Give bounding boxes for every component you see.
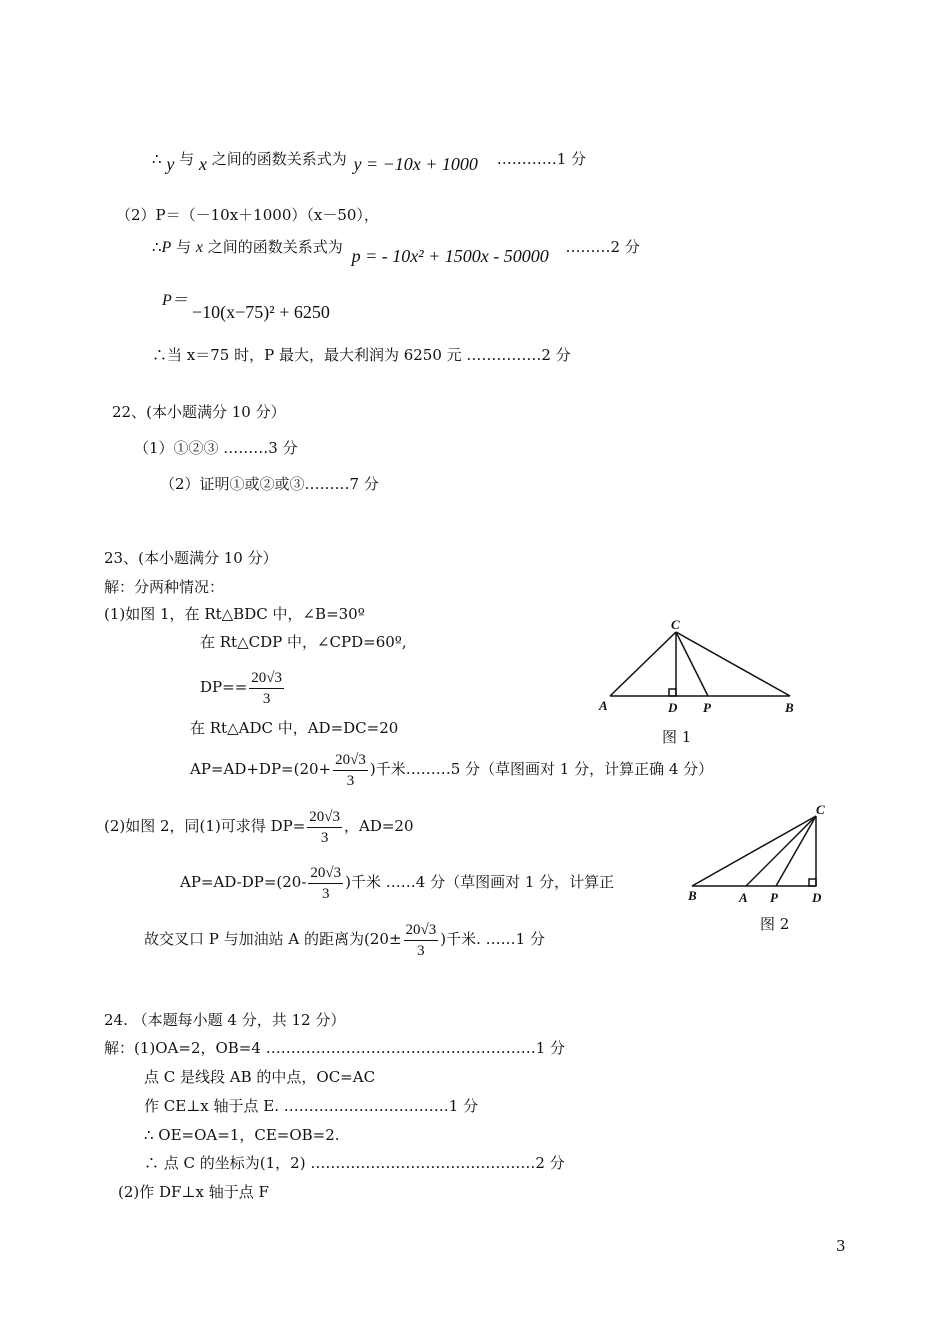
q22-line-2: （2）证明①或②或③………7 分: [160, 475, 379, 493]
q21-line-2: （2）P＝（－10x＋1000）（x－50），: [116, 206, 379, 224]
frac-num: 20√3: [307, 807, 342, 828]
q23-line-1: 解：分两种情况：: [104, 578, 225, 596]
ap-diff-label: AP=AD-DP=(20-: [180, 873, 307, 891]
fraction: [333, 750, 368, 791]
fig1-line-ac: [610, 632, 676, 696]
text-and: 与: [176, 238, 192, 256]
case2-suffix: ，AD=20: [344, 817, 414, 835]
q24-line-2: 点 C 是线段 AB 的中点，OC=AC: [144, 1068, 376, 1086]
q24-line-6: (2)作 DF⊥x 轴于点 F: [118, 1183, 269, 1201]
q24-line-5: ∴ 点 C 的坐标为(1，2) ………………………………………2 分: [144, 1154, 565, 1172]
frac-num: 20√3: [404, 920, 439, 941]
q21-line-1: [152, 148, 586, 174]
frac-den: 3: [320, 829, 329, 846]
frac-num: 20√3: [333, 750, 368, 771]
frac-num: 20√3: [249, 668, 284, 689]
formula-vertex: −10(x−75)² + 6250: [192, 302, 330, 322]
q21-line-4: [162, 290, 188, 311]
text-and: 与: [179, 150, 195, 168]
fig1-line-cb: [676, 632, 790, 696]
ap-sum-suffix: )千米………5 分（草图画对 1 分，计算正确 4 分）: [369, 760, 714, 778]
score-1: …………1 分: [496, 150, 586, 168]
fig1-label-c: C: [671, 618, 680, 632]
q24-title: 24. （本题每小题 4 分，共 12 分）: [104, 1011, 346, 1029]
figure-1-diagram: [596, 618, 806, 718]
page-number: 3: [836, 1237, 846, 1255]
fig1-label-b: B: [785, 700, 794, 715]
q23-line-4: [200, 664, 286, 710]
var-P: P: [161, 239, 172, 256]
var-y: y: [166, 154, 175, 174]
dp-label: DP==: [200, 678, 248, 696]
q23-line-3: 在 Rt△CDP 中，∠CPD=60º,: [200, 633, 407, 651]
q21-line-5: ∴当 x＝75 时，P 最大，最大利润为 6250 元 ……………2 分: [152, 346, 571, 364]
fig1-label-p: P: [703, 700, 711, 715]
conclusion-label: 故交叉口 P 与加油站 A 的距离为(20±: [144, 930, 402, 948]
fig2-label-d: D: [812, 890, 822, 905]
q23-line-6: [190, 746, 713, 792]
frac-den: 3: [322, 885, 330, 902]
fig1-right-angle: [669, 689, 676, 696]
fig2-line-bc: [692, 816, 816, 886]
q24-line-1: 解：(1)OA=2，OB=4 ………………………………………………1 分: [104, 1039, 566, 1057]
var-x: x: [198, 154, 207, 174]
q24-line-4: ∴ OE=OA=1，CE=OB=2.: [144, 1126, 340, 1144]
score-2: ………2 分: [565, 238, 640, 256]
fig1-label-a: A: [599, 698, 608, 713]
fraction: [307, 807, 342, 848]
ap-sum-label: AP=AD+DP=(20+: [190, 760, 332, 778]
frac-den: 3: [417, 942, 425, 959]
fig2-label-p: P: [770, 890, 778, 905]
figure-2-caption: 图 2: [760, 915, 790, 933]
fig2-label-c: C: [816, 802, 825, 817]
figure-2-diagram: [686, 802, 836, 906]
q23-line-7: [104, 803, 414, 849]
case2-label: (2)如图 2，同(1)可求得 DP=: [104, 817, 306, 835]
frac-den: 3: [346, 772, 355, 789]
therefore-symbol: ∴: [152, 150, 162, 168]
fig2-label-a: A: [739, 890, 748, 905]
text-relation: 之间的函数关系式为: [211, 150, 347, 168]
q22-title: 22、(本小题满分 10 分）: [112, 403, 286, 421]
fig2-right-angle: [809, 879, 816, 886]
ap-diff-suffix: )千米 ……4 分（草图画对 1 分，计算正: [345, 873, 615, 891]
text-relation: 之间的函数关系式为: [207, 238, 343, 256]
fraction: [308, 863, 343, 904]
fig2-line-ac: [746, 816, 816, 886]
formula-linear: y = −10x + 1000: [353, 154, 478, 174]
q23-line-2: (1)如图 1，在 Rt△BDC 中，∠B=30º: [104, 605, 365, 623]
therefore-symbol: ∴: [152, 238, 162, 256]
q24-line-3: 作 CE⊥x 轴于点 E. ……………………………1 分: [144, 1097, 479, 1115]
frac-den: 3: [262, 690, 271, 707]
q23-line-9: [144, 916, 545, 962]
q21-line-3: [152, 236, 640, 266]
fig2-label-b: B: [688, 888, 697, 903]
q23-title: 23、(本小题满分 10 分）: [104, 549, 278, 567]
q23-line-5: 在 Rt△ADC 中，AD=DC=20: [190, 719, 399, 737]
figure-1-caption: 图 1: [662, 728, 692, 746]
fraction: [249, 668, 284, 709]
fraction: [404, 920, 439, 961]
var-x: x: [195, 239, 204, 256]
formula-quadratic: p = - 10x² + 1500x - 50000: [351, 246, 549, 266]
fig1-label-d: D: [668, 700, 678, 715]
q23-line-8: [180, 859, 614, 905]
q22-line-1: （1）①②③ ………3 分: [134, 439, 298, 457]
frac-num: 20√3: [308, 863, 343, 884]
var-P-eq: P＝: [162, 292, 188, 309]
conclusion-suffix: )千米. ……1 分: [440, 930, 545, 948]
